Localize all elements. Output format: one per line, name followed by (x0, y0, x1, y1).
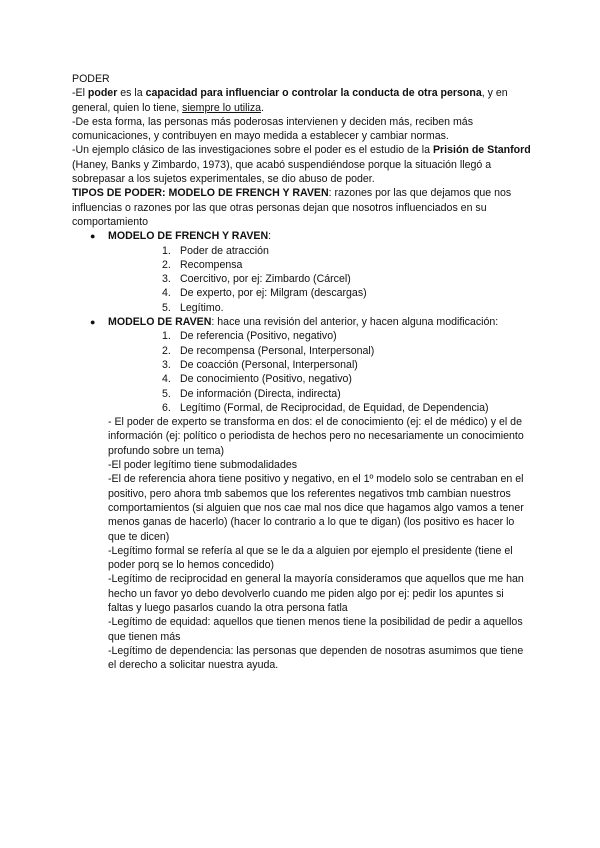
list-item: 3. Coercitivo, por ej: Zimbardo (Cárcel) (162, 273, 351, 286)
text-run: -Un ejemplo clásico de las investigaciones sobre el poder es el estudio de la (72, 144, 433, 157)
list-item: 4. De experto, por ej: Milgram (descargas) (162, 287, 367, 300)
underlined-text: siempre lo utiliza (182, 101, 262, 114)
text-run: es la (117, 87, 146, 100)
text-run: -El (72, 87, 88, 100)
list-item: 1. Poder de atracción (162, 244, 269, 257)
notes-block (72, 415, 532, 672)
text-run: : (268, 230, 272, 243)
text-run: : razones por las que dejamos que nos influencias o razones por las que otras personas dejan que nosotros influenciados en su comportamiento (72, 187, 512, 228)
text-run: : hace una revisión del anterior, y hacen alguna modificación: (211, 316, 499, 329)
text-run: . (261, 101, 264, 114)
bold-definition: capacidad para influenciar o controlar la conducta de otra persona (145, 87, 482, 100)
list-item: 4. De conocimiento (Positivo, negativo) (162, 373, 352, 386)
list-item: 5. De información (Directa, indirecta) (162, 387, 341, 400)
note-paragraph: -Legítimo de reciprocidad en general la mayoría consideramos que aquellos que me han hecho un favor yo debo devolverlo cuando me piden algo por ej: pedir los apuntes si faltas y luego pasarlos cuando la otra persona fatla (108, 573, 524, 614)
list-item: 6. Legítimo (Formal, de Reciprocidad, de Equidad, de Dependencia) (162, 401, 489, 414)
bullet-icon: ● (90, 317, 96, 328)
bold-term-poder: poder (87, 87, 118, 100)
bullet-item-french (72, 229, 532, 315)
intro-paragraph-3 (72, 143, 532, 186)
note-paragraph: -El poder legítimo tiene submodalidades (108, 459, 298, 472)
list-item: 1. De referencia (Positivo, negativo) (162, 330, 337, 343)
bullet-icon: ● (90, 231, 96, 242)
note-paragraph: -Legítimo de dependencia: las personas que dependen de nosotras asumimos que tiene el derecho a solicitar nuestra ayuda. (108, 644, 524, 672)
note-paragraph: -Legítimo de equidad: aquellos que tienen menos tiene la posibilidad de pedir a aquellos que tienen más (108, 616, 523, 643)
french-sublist (108, 244, 532, 315)
list-item: 5. Legítimo. (162, 301, 224, 314)
document-body (72, 72, 532, 672)
bold-term-stanford: Prisión de Stanford (432, 144, 531, 157)
section-heading-tipos: TIPOS DE PODER: MODELO DE FRENCH Y RAVEN (72, 187, 329, 200)
note-paragraph: - El poder de experto se transforma en dos: el de conocimiento (ej: el de médico) y el de información (ej: político o periodista de hechos pero no necesariamente un conocimiento profundo sobre un tema) (108, 416, 524, 457)
bullet-item-raven (72, 315, 532, 415)
raven-sublist (108, 329, 532, 415)
text-run: , y en general, quien lo tiene, (72, 87, 508, 114)
models-list (72, 229, 532, 415)
model-heading-french: MODELO DE FRENCH Y RAVEN (108, 230, 269, 243)
intro-paragraph-2: -De esta forma, las personas más poderosas intervienen y deciden más, reciben más comunicaciones, y contribuyen en mayo medida a establecer y cambiar normas. (72, 115, 473, 143)
intro-paragraph-4 (72, 186, 532, 229)
text-run: (Haney, Banks y Zimbardo, 1973), que acabó suspendiéndose porque la situación llegó a sobrepasar a los sujetos experimentales, se dio abuso de poder. (72, 158, 492, 186)
intro-paragraph-1 (72, 86, 532, 115)
note-paragraph: -Legítimo formal se refería al que se le da a alguien por ejemplo el presidente (tiene el poder porq se lo hemos concedido) (108, 544, 513, 572)
list-item: 2. Recompensa (162, 258, 243, 271)
list-item: 2. De recompensa (Personal, Interpersonal) (162, 344, 375, 357)
model-heading-raven: MODELO DE RAVEN (108, 316, 212, 329)
document-title: PODER (72, 73, 110, 85)
note-paragraph: -El de referencia ahora tiene positivo y negativo, en el 1º modelo solo se centraban en el positivo, pero ahora tmb sabemos que los referentes negativos tmb cambian nuestros comportamientos (si alguien que nos cae mal nos dice que hagamos algo vamos a tener menos ganas de hacerlo) (hacer lo contrario a lo que te digan) (los positivo es hacer lo que te dicen) (108, 473, 524, 543)
list-item: 3. De coacción (Personal, Interpersonal) (162, 358, 358, 371)
